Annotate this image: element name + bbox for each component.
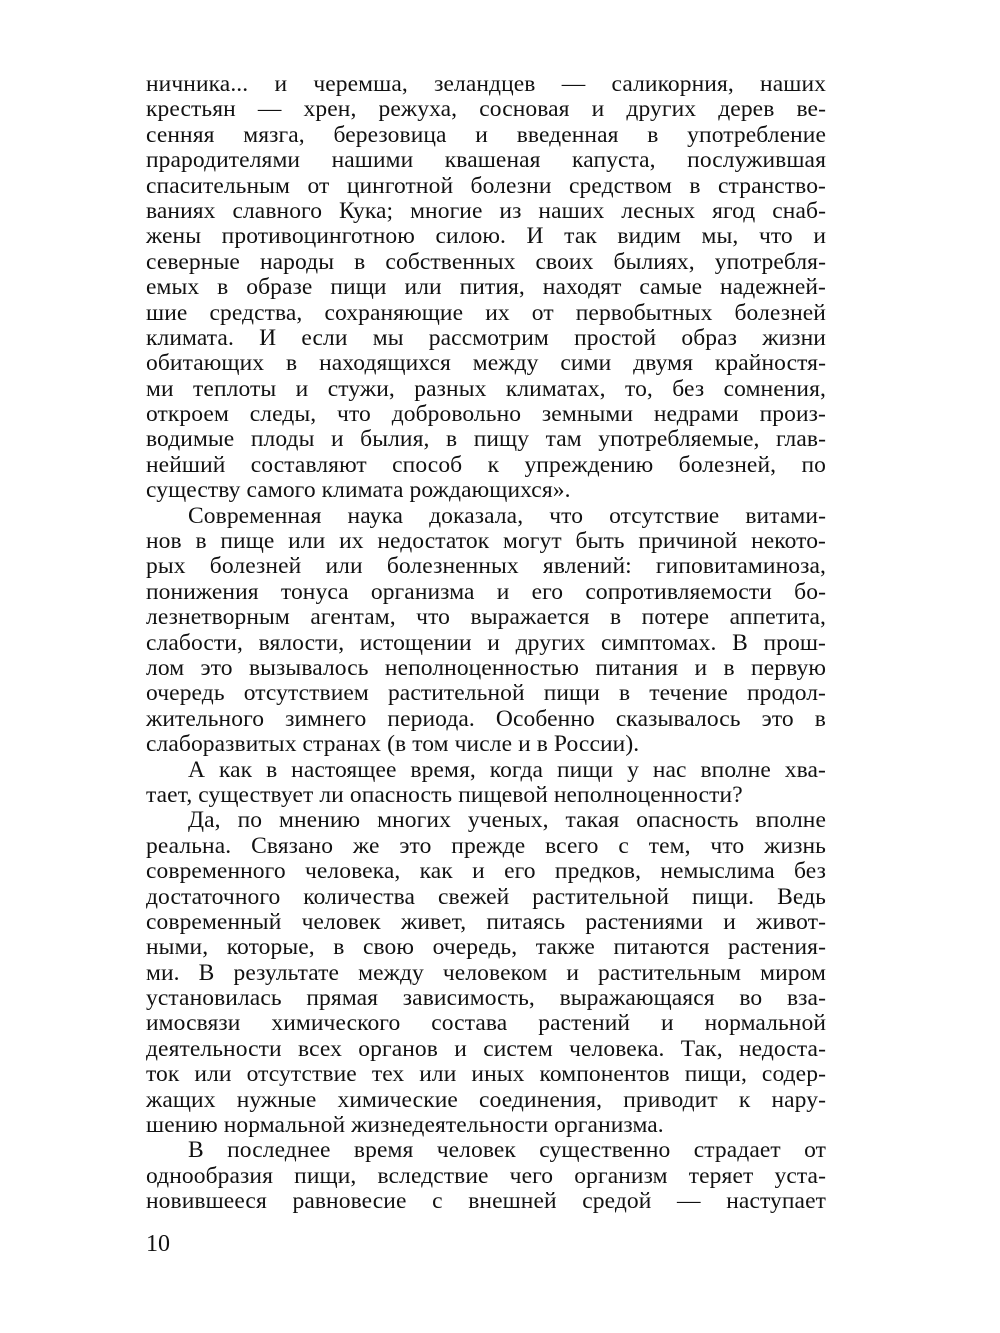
text-line: существу самого климата рождающихся». xyxy=(146,477,571,504)
text-line: слабости, вялости, истощении и других симптомах. В прош- xyxy=(146,629,826,656)
text-line: достаточного количества свежей растительной пищи. Ведь xyxy=(146,883,826,910)
text-line: лом это вызывалось неполноценностью питания и в первую xyxy=(146,654,826,681)
text-line: нейший составляют способ к упреждению болезней, по xyxy=(146,451,826,478)
text-line: жительного зимнего периода. Особенно сказывалось это в xyxy=(146,705,826,732)
text-line: сенняя мязга, березовица и введенная в употребление xyxy=(146,121,826,148)
text-line: шие средства, сохраняющие их от первобытных болезней xyxy=(146,299,826,326)
text-line: реальна. Связано же это прежде всего с тем, что жизнь xyxy=(146,832,826,859)
text-line: лезнетворным агентам, что выражается в потере аппетита, xyxy=(146,604,826,631)
text-line: деятельности всех органов и систем человека. Так, недоста- xyxy=(146,1035,826,1062)
text-line: имосвязи химического состава растений и нормальной xyxy=(146,1010,826,1037)
text-line: ваниях славного Кука; многие из наших лесных ягод снаб- xyxy=(146,197,826,224)
text-line: шению нормальной жизнедеятельности организма. xyxy=(146,1112,664,1139)
paragraph-start-line: В последнее время человек существенно страдает от xyxy=(188,1137,826,1164)
text-line: спасительным от цинготной болезни средством в странство- xyxy=(146,172,826,199)
text-line: очередь отсутствием растительной пищи в течение продол- xyxy=(146,680,826,707)
page-number: 10 xyxy=(146,1231,170,1257)
text-line: рых болезней или болезненных явлений: гиповитаминоза, xyxy=(146,553,826,580)
text-line: емых в образе пищи или пития, находят самые надежней- xyxy=(146,274,826,301)
text-line: ток или отсутствие тех или иных компонентов пищи, содер- xyxy=(146,1061,826,1088)
text-line: установилась прямая зависимость, выражающаяся во вза- xyxy=(146,985,826,1012)
text-line: новившееся равновесие с внешней средой — наступает xyxy=(146,1188,826,1215)
text-line: ничника... и черемша, зеландцев — саликорния, наших xyxy=(146,71,826,97)
text-line: современного человека, как и его предков, немыслима без xyxy=(146,858,826,885)
text-line: прародителями нашими квашеная капуста, послужившая xyxy=(146,147,826,174)
text-line: ными, которые, в свою очередь, также питаются растения- xyxy=(146,934,826,961)
text-line: водимые плоды и былия, в пищу там употребляемые, глав- xyxy=(146,426,826,453)
text-line: крестьян — хрен, режуха, сосновая и других дерев ве- xyxy=(146,96,826,123)
text-line: однообразия пищи, вследствие чего организм теряет уста- xyxy=(146,1162,826,1189)
text-line: ми теплоты и стужи, разных климатах, то, без сомнения, xyxy=(146,375,826,402)
text-line: жены противоцинготною силою. И так видим мы, что и xyxy=(146,223,826,250)
text-line: нов в пище или их недостаток могут быть причиной некото- xyxy=(146,528,826,555)
paragraph-start-line: А как в настоящее время, когда пищи у нас вполне хва- xyxy=(188,756,826,783)
text-line: обитающих в находящихся между сими двумя крайностя- xyxy=(146,350,826,377)
text-line: современный человек живет, питаясь растениями и живот- xyxy=(146,908,826,935)
text-line: ми. В результате между человеком и растительным миром xyxy=(146,959,826,986)
text-line: слаборазвитых странах (в том числе и в России). xyxy=(146,731,640,758)
text-line: понижения тонуса организма и его сопротивляемости бо- xyxy=(146,578,826,605)
text-line: тает, существует ли опасность пищевой неполноценности? xyxy=(146,781,743,808)
text-line: северные народы в собственных своих былиях, употребля- xyxy=(146,248,826,275)
text-line: климата. И если мы рассмотрим простой образ жизни xyxy=(146,324,826,351)
paragraph-start-line: Современная наука доказала, что отсутствие витами- xyxy=(188,502,826,529)
text-line: жащих нужные химические соединения, приводит к нару- xyxy=(146,1086,826,1113)
text-line: откроем следы, что добровольно земными недрами произ- xyxy=(146,401,826,428)
body-text xyxy=(146,72,826,1215)
paragraph-start-line: Да, по мнению многих ученых, такая опасность вполне xyxy=(188,807,826,834)
